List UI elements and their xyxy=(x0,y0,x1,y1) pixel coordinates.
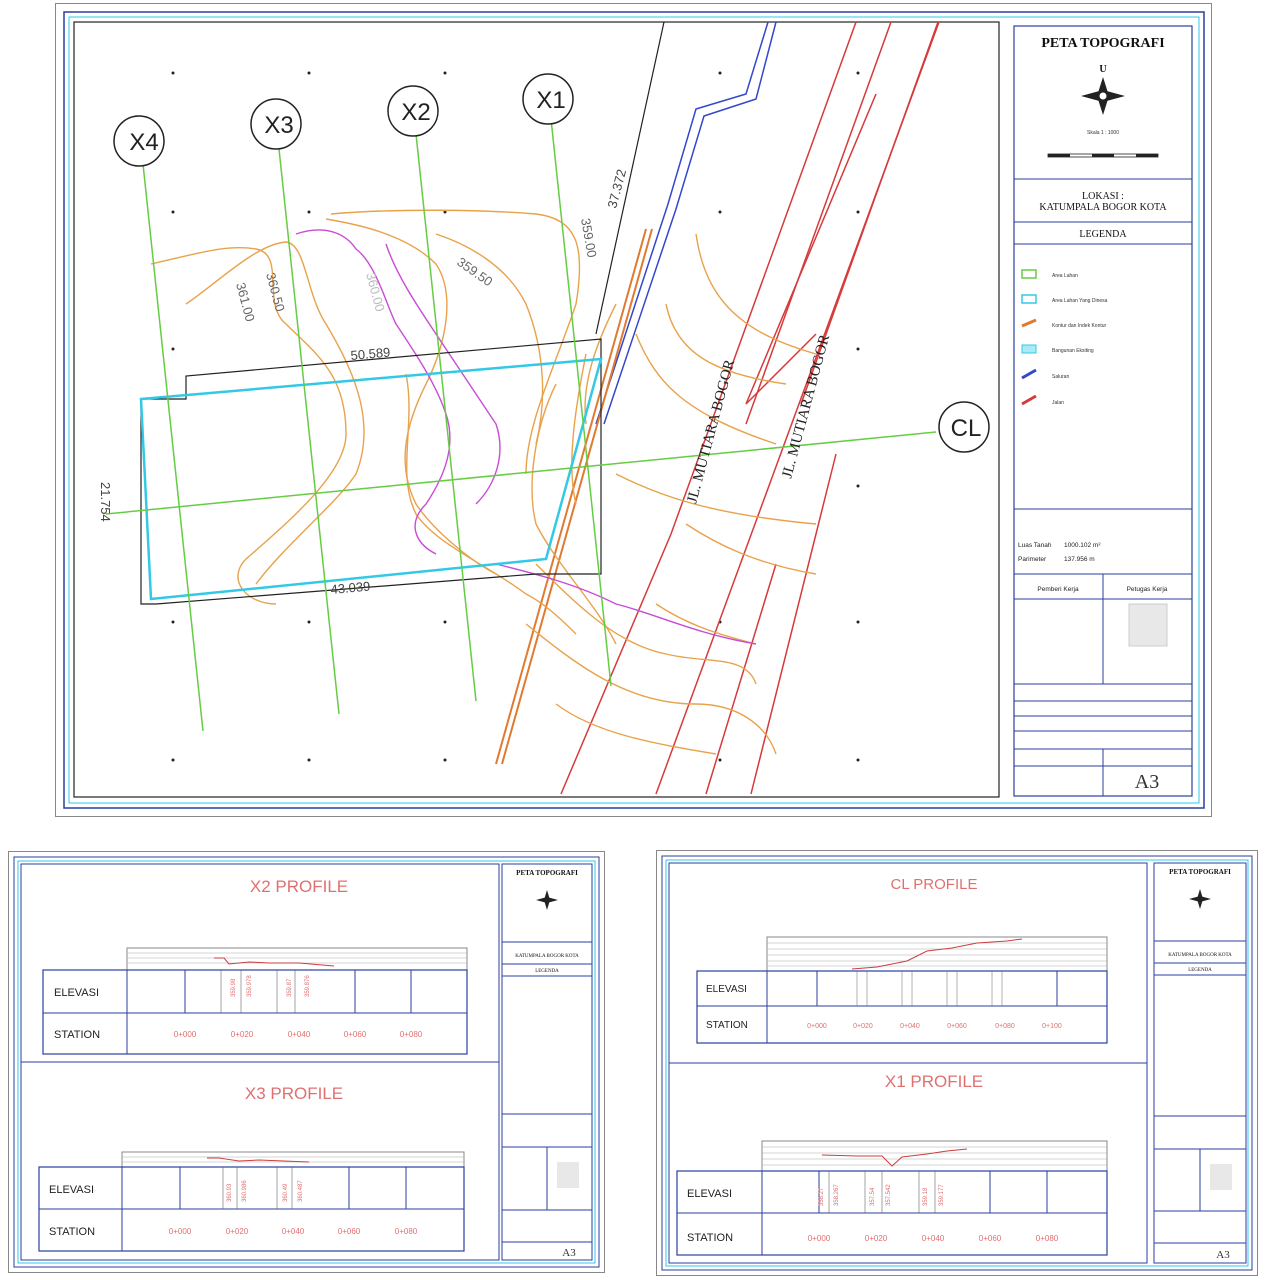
cl-elevasi-label: ELEVASI xyxy=(706,984,747,995)
pemberi-label: Pemberi Kerja xyxy=(1037,586,1079,593)
x1-station-0: 0+000 xyxy=(807,1234,831,1243)
x3-elev-4: 360.487 xyxy=(298,1180,304,1202)
lokasi-value: KATUMPALA BOGOR KOTA xyxy=(1039,202,1167,213)
lokasi-label: LOKASI : xyxy=(1082,191,1124,202)
petugas-logo xyxy=(1129,604,1167,646)
left-title: PETA TOPOGRAFI xyxy=(516,869,578,877)
cl-profile-title: CL PROFILE xyxy=(890,876,978,893)
legend-kontur: Kontur dan Indek Kontur xyxy=(1052,323,1107,329)
x2-station-4: 0+080 xyxy=(399,1030,423,1039)
legend-area-lahan: Area Lahan xyxy=(1052,273,1078,279)
x3-station-label: STATION xyxy=(49,1226,96,1238)
section-x2: X2 xyxy=(401,99,431,126)
x2-profile-title: X2 PROFILE xyxy=(249,877,349,896)
cl-station-2: 0+040 xyxy=(900,1023,920,1030)
x3-elev-2: 360.986 xyxy=(242,1180,248,1202)
x1-elev-2: 358.267 xyxy=(834,1184,840,1206)
road-label-2: JL. MUTIARA BOGOR xyxy=(779,332,834,481)
x2-elev-2: 359.978 xyxy=(247,975,253,997)
contour-label-359: 359.00 xyxy=(578,216,600,259)
legend xyxy=(1022,270,1108,406)
contour-label-360: 360.00 xyxy=(363,270,388,314)
x1-elev-1: 358.27 xyxy=(819,1187,825,1206)
x1-station-2: 0+040 xyxy=(921,1234,945,1243)
right-profile-sheet xyxy=(656,850,1258,1276)
right-title: PETA TOPOGRAFI xyxy=(1169,868,1231,876)
x3-station-1: 0+020 xyxy=(225,1227,249,1236)
x3-station-4: 0+080 xyxy=(394,1227,418,1236)
x1-elevasi-label: ELEVASI xyxy=(687,1188,733,1200)
cl-station-label: STATION xyxy=(706,1020,748,1031)
main-map-sheet xyxy=(55,3,1212,817)
x2-elevasi-label: ELEVASI xyxy=(54,987,100,999)
canal-lines xyxy=(596,22,776,424)
x2-station-label: STATION xyxy=(54,1029,101,1041)
left-profile-drawing xyxy=(9,852,604,1272)
x2-elev-4: 359.876 xyxy=(305,975,311,997)
cl-station-5: 0+100 xyxy=(1042,1023,1062,1030)
north-label: U xyxy=(1099,64,1107,75)
x3-elev-3: 360.49 xyxy=(283,1183,289,1202)
sheet-size: A3 xyxy=(1134,771,1160,793)
grid-points xyxy=(172,72,860,762)
cl-station-3: 0+060 xyxy=(947,1023,967,1030)
x1-profile-title: X1 PROFILE xyxy=(884,1072,984,1091)
x1-station-label: STATION xyxy=(687,1232,734,1244)
right-title-block xyxy=(1154,863,1246,1263)
x2-station-0: 0+000 xyxy=(173,1030,197,1039)
x2-station-1: 0+020 xyxy=(230,1030,254,1039)
x2-station-3: 0+060 xyxy=(343,1030,367,1039)
x1-elev-3: 357.54 xyxy=(870,1187,876,1206)
x2-station-2: 0+040 xyxy=(287,1030,311,1039)
section-x1: X1 xyxy=(536,87,566,114)
x2-elev-1: 359.98 xyxy=(231,978,237,997)
road-label-1: JL. MUTIARA BOGOR xyxy=(684,357,739,506)
contour-label-361: 361.00 xyxy=(233,280,258,324)
perimeter-label: Parimeter xyxy=(1018,556,1047,563)
cl-station-1: 0+020 xyxy=(853,1023,873,1030)
scale-label: Skala 1 : 1000 xyxy=(1087,130,1119,136)
x3-station-3: 0+060 xyxy=(337,1227,361,1236)
right-lokasi: KATUMPALA BOGOR KOTA xyxy=(1168,953,1232,958)
legend-saluran: Saluran xyxy=(1052,374,1070,380)
section-cl: CL xyxy=(950,415,982,442)
main-map-drawing xyxy=(56,4,1211,816)
x1-elev-6: 359.177 xyxy=(939,1184,945,1206)
title-block xyxy=(1014,26,1192,796)
left-title-block xyxy=(502,864,592,1260)
section-lines xyxy=(106,119,936,731)
dim-bottom: 43.039 xyxy=(329,578,371,597)
left-profile-sheet xyxy=(8,851,605,1273)
road-lines xyxy=(561,22,939,794)
x1-elev-5: 359.18 xyxy=(923,1187,929,1206)
main-title: PETA TOPOGRAFI xyxy=(1041,36,1165,51)
legend-bangunan: Bangunan Eksiting xyxy=(1052,348,1094,354)
cl-station-4: 0+080 xyxy=(995,1023,1015,1030)
luas-value: 1000.102 m² xyxy=(1064,542,1101,549)
luas-label: Luas Tanah xyxy=(1018,542,1052,549)
left-sheet-size: A3 xyxy=(562,1247,576,1259)
legenda-label: LEGENDA xyxy=(1079,229,1127,240)
x1-station-3: 0+060 xyxy=(978,1234,1002,1243)
legend-jalan: Jalan xyxy=(1052,400,1064,406)
x1-station-1: 0+020 xyxy=(864,1234,888,1243)
dim-top: 50.589 xyxy=(349,344,391,363)
dim-right: 37.372 xyxy=(604,167,630,210)
legend-area-dinesa: Area Lahan Yang Dinesa xyxy=(1052,298,1108,304)
cl-station-0: 0+000 xyxy=(807,1023,827,1030)
left-lokasi: KATUMPALA BOGOR KOTA xyxy=(515,954,579,959)
right-sheet-size: A3 xyxy=(1216,1249,1230,1261)
x3-elevasi-label: ELEVASI xyxy=(49,1184,95,1196)
left-legenda: LEGENDA xyxy=(535,969,559,974)
x1-station-4: 0+080 xyxy=(1035,1234,1059,1243)
dim-left: 21.754 xyxy=(98,482,113,522)
north-arrow-icon xyxy=(1081,77,1125,115)
x1-elev-4: 357.542 xyxy=(886,1184,892,1206)
x3-station-0: 0+000 xyxy=(168,1227,192,1236)
section-x3: X3 xyxy=(264,112,294,139)
right-legenda: LEGENDA xyxy=(1188,968,1212,973)
x3-profile-title: X3 PROFILE xyxy=(244,1084,344,1103)
x3-station-2: 0+040 xyxy=(281,1227,305,1236)
perimeter-value: 137.956 m xyxy=(1064,556,1095,563)
contour-label-359-50: 359.50 xyxy=(454,254,496,290)
x2-elev-3: 359.87 xyxy=(287,978,293,997)
contour-label-360-50: 360.50 xyxy=(263,270,288,314)
right-profile-drawing xyxy=(657,851,1257,1275)
petugas-label: Petugas Kerja xyxy=(1126,586,1168,593)
x3-elev-1: 360.93 xyxy=(227,1183,233,1202)
scale-bar xyxy=(1048,154,1158,157)
section-x4: X4 xyxy=(129,129,159,156)
